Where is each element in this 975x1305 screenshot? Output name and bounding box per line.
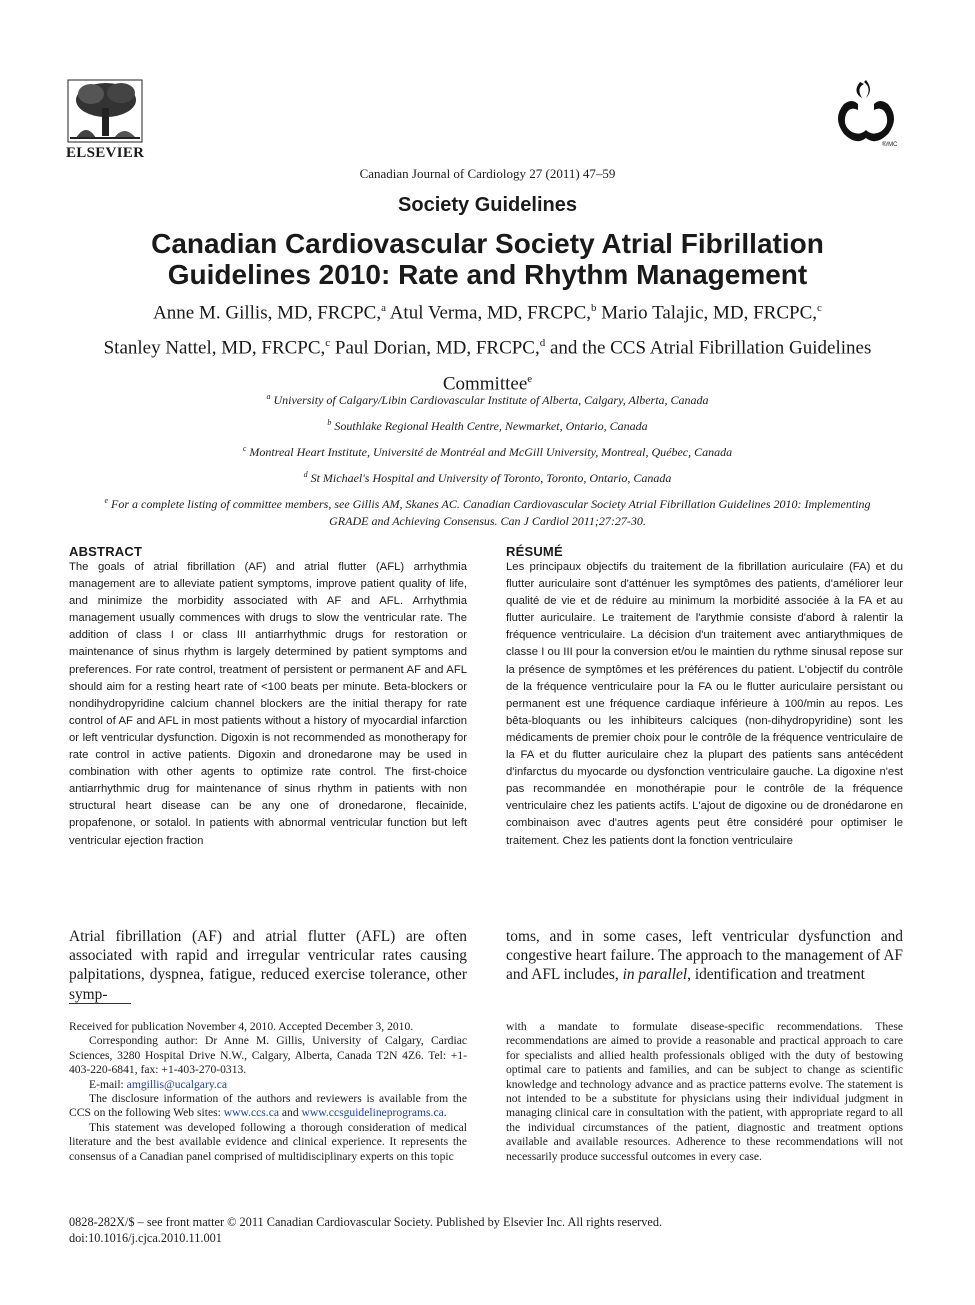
resume-text: Les principaux objectifs du traitement de la fibrillation auriculaire (FA) et du flutter auriculaire sont d'atténuer les symptômes des patients, d'améliorer leur qualité de vie et de réduire au minimum la morbidité associée à la FA et au flutter auriculaire. Le traitement de l'arythmie consiste d'abord à ralentir la fréquence ventriculaire. La décision d'un traitement avec antiarythmiques de classe I ou III pour la conversion et/ou le maintien du rythme sinusal repose sur la présence de symptômes et les préférences du patient. L'objectif du contrôle de la fréquence ventriculaire pour la FA ou le flutter auriculaire persistant ou permanent est une fréquence cardiaque inférieure à 100/min au repos. Les bêta-bloquants ou les inhibiteurs calciques (non-dihydropyridine) sont les médicaments de premier choix pour le contrôle de la fréquence ventriculaire de la FA et du flutter auriculaire chez la plupart des patients sans antécédent d'infarctus du myocarde ou dysfonction ventriculaire gauche. La digoxine n'est pas recommandée en monothérapie pour le contrôle de la fréquence ventriculaire chez les patients actifs. L'ajout de digoxine ou de dronédarone en combinaison avec d'autres agents peut être considéré pour optimiser le traitement. Chez les patients dont la fonction ventriculaire [506, 561, 903, 847]
affiliation-item [100, 492, 875, 530]
abstract-english [69, 544, 467, 850]
abstract-heading: ABSTRACT [69, 544, 143, 559]
resume-heading: RÉSUMÉ [506, 544, 563, 559]
copyright-footer [69, 1214, 909, 1246]
copyright-line: 0828-282X/$ – see front matter © 2011 Canadian Cardiovascular Society. Published by Elsevier Inc. All rights reserved. [69, 1215, 663, 1229]
affiliation-text: Montreal Heart Institute, Université de Montréal and McGill University, Montreal, Québec, Canada [249, 445, 733, 459]
statement-note: This statement was developed following a thorough consideration of medical literature and the best available evidence and clinical experience. It represents the consensus of a Canadian panel comprised of multidisciplinary experts on this topic [69, 1120, 467, 1163]
author-affiliation-mark: c [325, 337, 331, 350]
author-affiliation-mark: b [591, 302, 597, 314]
statement-note-continued: with a mandate to formulate disease-specific recommendations. These recommendations are aimed to provide a reasonable and practical approach to care for specialists and allied health professionals obliged with the duty of bestowing optimal care to patients and families, and can be subject to change as scientific knowledge and technology advance and as practice patterns evolve. The statement is not intended to be a substitute for physicians using their individual judgment in managing clinical care in consultation with the patient, with appropriate regard to all the individual circumstances of the patient, diagnostic and treatment options available and available resources. Adherence to these recommendations will not necessarily produce successful outcomes in every case. [506, 1020, 903, 1163]
disclosure-note [69, 1092, 467, 1121]
title-line-2: Guidelines 2010: Rate and Rhythm Management [167, 259, 808, 290]
author-affiliation-mark: e [527, 372, 533, 385]
author-affiliation-mark: a [381, 302, 386, 314]
affiliation-text: For a complete listing of committee members, see Gillis AM, Skanes AC. Canadian Cardiovascular Society Atrial Fibrillation Guidelines 2010: Implementing GRADE and Achieving Consensus. Can J Cardiol 2011;27:27-30. [111, 497, 871, 528]
ccs-logo [830, 78, 902, 152]
section-label: Society Guidelines [398, 194, 577, 216]
affiliation-item [100, 414, 875, 435]
ccs-heart-icon [830, 78, 902, 152]
author-name: Anne M. Gillis, MD, FRCPC, [153, 302, 382, 324]
body-text-segment: toms, and in some cases, left ventricular dysfunction and congestive heart failure. The approach to the management of AF and AFL includes, [506, 928, 903, 984]
affiliation-mark: a [266, 392, 271, 401]
elsevier-tree-icon [66, 78, 144, 144]
affiliation-item [100, 440, 875, 461]
author-list [70, 293, 905, 399]
body-text-italic: in parallel [622, 966, 688, 984]
author-name: Stanley Nattel, MD, FRCPC, [103, 337, 326, 359]
affiliation-list [100, 388, 875, 535]
ccs-guidelines-link[interactable]: www.ccsguidelineprograms.ca [301, 1106, 444, 1120]
body-text-segment: , identification and treatment [687, 966, 865, 984]
author-affiliation-mark: d [539, 337, 546, 350]
abstract-french [506, 544, 903, 850]
author-name: and the CCS Atrial Fibrillation Guidelines Committee [442, 337, 872, 394]
abstract-text: The goals of atrial fibrillation (AF) and atrial flutter (AFL) arrhythmia management are to alleviate patient symptoms, improve patient quality of life, and minimize the morbidity associated with AF and AFL. Arrhythmia management usually commences with drugs to slow the ventricular rate. The addition of class I or class III antiarrhythmic drugs for restoration or maintenance of sinus rhythm is largely determined by patient symptoms and preferences. For rate control, treatment of persistent or permanent AF and AFL should aim for a resting heart rate of <100 beats per minute. Beta-blockers or nondihydropyridine calcium channel blockers are the initial therapy for rate control of AF and AFL in most patients without a history of myocardial infarction or left ventricular dysfunction. Digoxin is not recommended as monotherapy for rate control in active patients. Digoxin and dronedarone may be used in combination with other agents to optimize rate control. The first-choice antiarrhythmic drug for maintenance of sinus rhythm in patients with non structural heart disease can be any one of dronedarone, flecainide, propafenone, or sotalol. In patients with abnormal ventricular function but left ventricular ejection fraction [69, 561, 467, 847]
received-dates: Received for publication November 4, 2010. Accepted December 3, 2010. [69, 1020, 414, 1033]
punctuation: . [443, 1106, 447, 1120]
disclosure-text: The disclosure information of the authors and reviewers is available from the CCS on the following Web sites: [69, 1092, 467, 1120]
body-text-left: Atrial fibrillation (AF) and atrial flutter (AFL) are often associated with rapid and irregular ventricular rates causing palpitations, dyspnea, fatigue, reduced exercise tolerance, other symp- [69, 928, 467, 1003]
journal-citation: Canadian Journal of Cardiology 27 (2011) 47–59 [359, 166, 616, 181]
affiliation-mark: b [327, 418, 332, 427]
corresponding-author: Corresponding author: Dr Anne M. Gillis, University of Calgary, Cardiac Sciences, 3280 Hospital Drive N.W., Calgary, Alberta, Canada T2N 4Z6. Tel: +1-403-220-6841, fax: +1-403-270-0313. [69, 1034, 467, 1077]
affiliation-text: St Michael's Hospital and University of Toronto, Toronto, Ontario, Canada [310, 471, 672, 485]
affiliation-text: University of Calgary/Libin Cardiovascular Institute of Alberta, Calgary, Alberta, Canada [273, 393, 709, 407]
email-line [69, 1078, 467, 1092]
footnotes-left [69, 1020, 467, 1164]
elsevier-wordmark: ELSEVIER [66, 145, 145, 161]
ccs-website-link[interactable]: www.ccs.ca [223, 1106, 279, 1120]
affiliation-mark: d [303, 470, 308, 479]
affiliation-item [100, 466, 875, 487]
footnotes-right [506, 1020, 903, 1164]
author-name: Mario Talajic, MD, FRCPC, [601, 302, 818, 324]
conjunction-text: and [279, 1106, 302, 1120]
author-name: Atul Verma, MD, FRCPC, [389, 302, 591, 324]
footnote-divider [69, 1003, 131, 1004]
article-title [60, 228, 915, 290]
email-link[interactable]: amgillis@ucalgary.ca [126, 1077, 228, 1091]
affiliation-mark: c [242, 444, 247, 453]
author-affiliation-mark: c [817, 302, 822, 314]
author-name: Paul Dorian, MD, FRCPC, [334, 337, 540, 359]
doi-line: doi:10.1016/j.cjca.2010.11.001 [69, 1231, 222, 1245]
email-label: E-mail: [89, 1077, 127, 1091]
title-line-1: Canadian Cardiovascular Society Atrial Fibrillation [151, 228, 824, 259]
affiliation-mark: e [104, 496, 109, 505]
ccs-logo-mark: ®/MC [882, 142, 898, 148]
elsevier-logo [66, 78, 144, 162]
affiliation-item [100, 388, 875, 409]
affiliation-text: Southlake Regional Health Centre, Newmarket, Ontario, Canada [334, 419, 648, 433]
body-text-right [506, 927, 903, 985]
